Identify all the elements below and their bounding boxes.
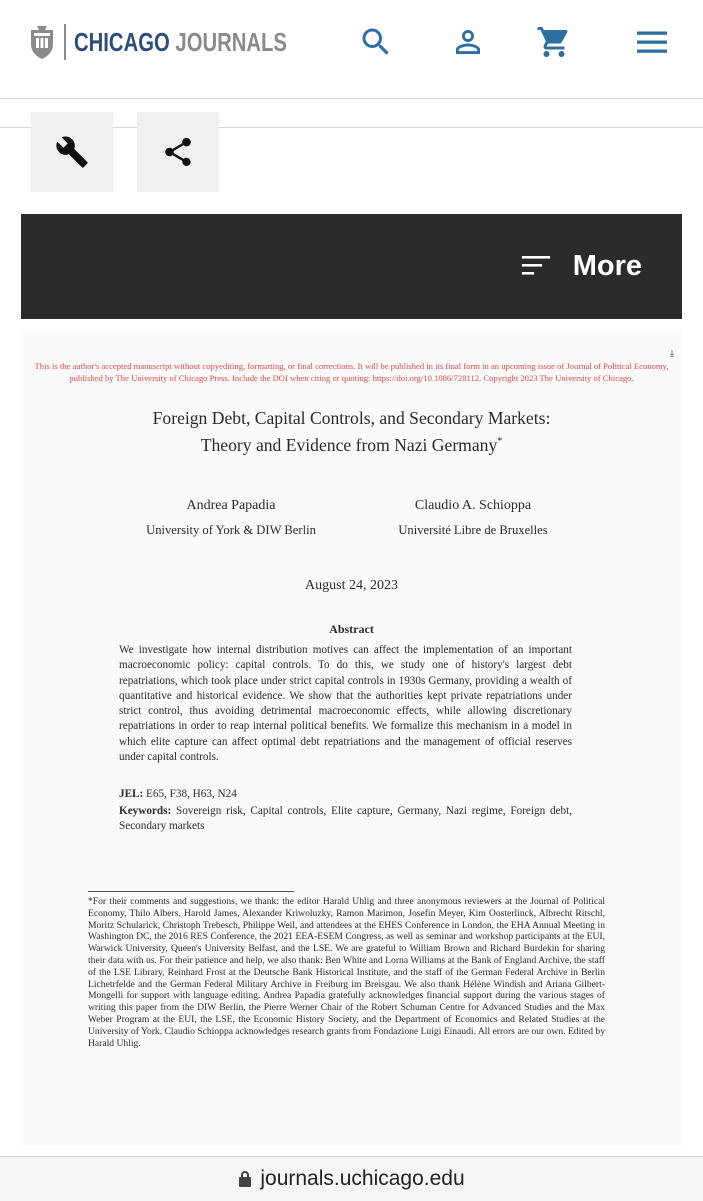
logo-wordmark <box>74 27 287 58</box>
acknowledgement-footnote: *For their comments and suggestions, we thank: the editor Harald Uhlig and three anonymous reviewers at the Journal of Political Economy, Thilo Albers, Harold James, Alexander Kriwoluzky, Ramon Marimon, Josefin Meyer, Kim Oosterlinck, Albrecht Ritschl, Moritz Schularick, Christoph Trebesch, Philippe Weil, and attendees at the EHES Conference in London, the EHA Annual Meeting in Washington DC, the 2016 RES Conference, the 2021 EEA-ESEM Congress, as well as seminar and workshop participants at the EUI, Warwick University, Queen's University Belfast, and the LSE. We are grateful to William Brown and Richard Burdekin for sharing their data with us. For their patience and help, we also thank: Ben White and Lorna Williams at the Bank of England Archive, the staff of the LSE Library, Reinhard Frost at the Deutsche Bank Historical Institute, and the staff of the German Federal Archive in Berlin Lichetrfelde and the German Federal Military Archive in Freiburg im Breisgau. We also thank Hélène Windish and Ariana Gilbert-Mongelli for support with language editing. Andrea Papadia gratefully acknowledges financial support during the various stages of writing this paper from the DIW Berlin, the Pierre Werner Chair of the Robert Schuman Centre for Advanced Studies and the Max Weber Program at the EUI, the LSE, the Economic History Society, and the Department of Economics and Related Studies at the University of York. Claudio Schioppa acknowledges research grants from Fondazione Luigi Einaudi. All errors are our own. Edited by Harald Uhlig. <box>88 896 605 1049</box>
logo-journals: JOURNALS <box>175 26 287 57</box>
url-text: journals.uchicago.edu <box>260 1167 465 1190</box>
footnote-rule <box>88 891 294 892</box>
logo-divider <box>64 24 66 60</box>
more-options-bar <box>21 214 682 319</box>
logo-brand: CHICAGO <box>74 26 170 57</box>
author-name: Claudio A. Schioppa <box>414 498 532 513</box>
site-header <box>0 0 703 99</box>
author-name: Andrea Papadia <box>186 498 276 513</box>
menu-icon <box>634 24 670 60</box>
title-line-2 <box>21 430 682 457</box>
abstract-heading: Abstract <box>329 622 374 636</box>
tools-button[interactable] <box>31 112 113 192</box>
download-icon[interactable]: ⤓ <box>670 348 674 358</box>
author-block <box>121 496 341 540</box>
author-affiliation: Université Libre de Bruxelles <box>398 523 548 537</box>
keywords-label: Keywords: <box>119 805 172 817</box>
abstract-text: We investigate how internal distribution motives can affect the implementation of an important macroeconomic policy: capital controls. To do this, we study one of history's largest debt repatriations, which took place under strict capital controls in 1930s Germany, providing a wealth of quantitative and historical evidence. We show that the authorities kept private repatriations under strict control, thus avoiding detrimental macroeconomic effects, while allowing discretionary repatriations in order to reap internal political benefits. We formalize this mechanism in a model in which elite capture can affect optimal debt repatriations and the management of official reserves under capital controls. <box>119 644 572 764</box>
more-label: More <box>572 249 642 282</box>
search-button[interactable] <box>356 22 396 62</box>
author-block <box>363 496 583 540</box>
title-footnote-mark: * <box>497 436 503 447</box>
chicago-journals-logo[interactable] <box>28 22 347 62</box>
accepted-manuscript-notice: This is the author's accepted manuscript without copyediting, formatting, or final corrections. It will be published in its final form in an upcoming issue of Journal of Political Economy, published by The University of Chicago Press. Include the DOI when citing or quoting: https://doi.org/10.1086/728112. Copyright 2023 The University of Chicago. <box>34 361 669 383</box>
menu-button[interactable] <box>632 22 672 62</box>
title-line-1: Foreign Debt, Capital Controls, and Secondary Markets: <box>152 408 551 428</box>
search-icon <box>358 24 394 60</box>
jel-label: JEL: <box>119 788 144 800</box>
browser-url-bar[interactable] <box>0 1156 703 1201</box>
author-affiliation: University of York & DIW Berlin <box>146 523 316 537</box>
more-button[interactable] <box>521 246 642 286</box>
cart-icon <box>536 24 572 60</box>
sort-lines-icon <box>521 251 551 281</box>
article-pdf-preview <box>21 330 682 1146</box>
keywords-values: Sovereign risk, Capital controls, Elite capture, Germany, Nazi regime, Foreign debt, Secondary markets <box>119 805 573 833</box>
university-seal-icon <box>28 24 56 60</box>
share-button[interactable] <box>137 112 219 192</box>
article-title <box>21 406 682 457</box>
publication-date: August 24, 2023 <box>305 578 398 593</box>
jel-codes <box>119 787 572 802</box>
share-icon <box>161 135 195 169</box>
account-icon <box>450 24 486 60</box>
cart-button[interactable] <box>534 22 574 62</box>
account-button[interactable] <box>448 22 488 62</box>
wrench-icon <box>55 135 89 169</box>
jel-values: E65, F38, H63, N24 <box>146 788 237 800</box>
lock-icon <box>238 1170 252 1188</box>
title-line-2-text: Theory and Evidence from Nazi Germany <box>200 434 498 455</box>
keywords <box>119 804 572 835</box>
